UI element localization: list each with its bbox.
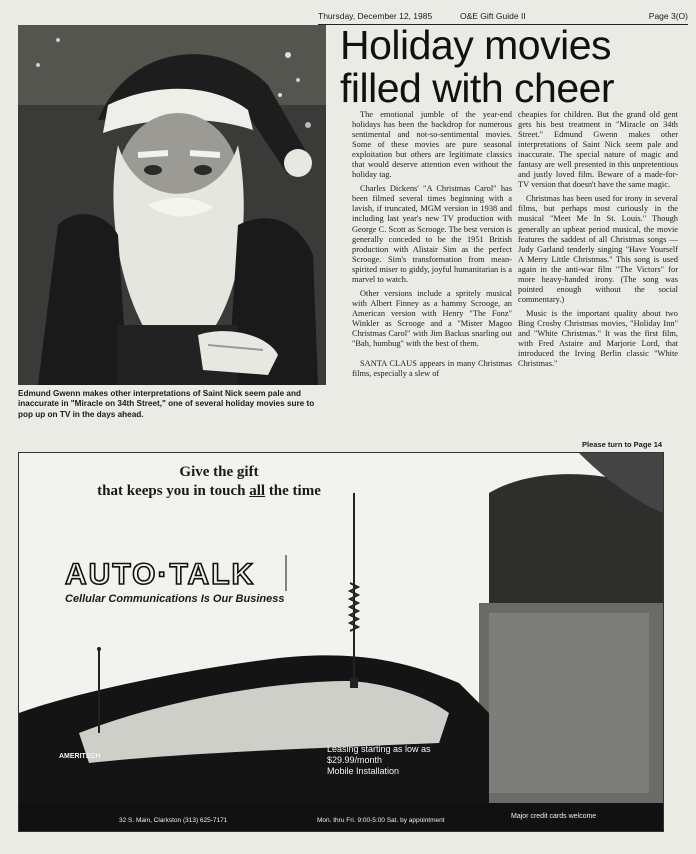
ad-headline-line-1: Give the gift [179,464,259,480]
santa-photo [18,25,326,385]
paragraph: SANTA CLAUS appears in many Christmas films, especially a slew of [352,359,512,379]
credit-note: Major credit cards welcome [511,813,597,820]
offer-line-2: $29.99/month [327,755,383,765]
store-address: 32 S. Main, Clarkston (313) 625-7171 [119,817,228,824]
paragraph: Christmas has been used for irony in several films, but perhaps most curiously in the musical "Meet Me In St. Louis." Though generally an upbeat period musical, the movie features the saddest of all Christmas songs — Judy Garland tenderly singing "Have Yourself A Merry Little Christmas." This song is used again in the anti-war film "The Victors" for more heavy-handed irony. (The song was pointed enough without the social commentary.) [518,194,678,304]
offer-line-3: Mobile Installation [327,766,400,776]
santa-illustration [18,25,326,385]
header-date: Thursday, December 12, 1985 [318,11,433,21]
continued-note: Please turn to Page 14 [582,440,663,449]
header-page: Page 3(O) [648,11,688,21]
lease-offer [327,744,431,777]
headline-line-2: filled with cheer [340,65,615,111]
paragraph: cheapies for children. But the grand old gent gets his best treatment in "Miracle on 34th Street." Edmund Gwenn makes other interpretations of Saint Nick seem pale and inaccurate. The special nature of magic and fantasy are well presented in this unpretentious and justly loved film. Beware of a made-for-TV version that doesn't have the same magic. [518,110,678,190]
ad-headline-line-2 [79,482,339,501]
store-hours: Mon. thru Fri. 9:00-5:00 Sat. by appointment [317,817,445,824]
autotalk-advertisement [18,452,664,832]
offer-line-1: Leasing starting as low as [327,744,431,754]
headline-line-1: Holiday movies [340,22,611,68]
article-column-2 [518,110,678,373]
ad-headline-text: that keeps you in touch [97,483,250,499]
autotalk-logo [61,553,289,593]
ameritech-logo: AMERITECH [59,753,101,760]
ad-headline-emphasis: all [249,483,266,499]
logo-text: AUTO·TALK [65,558,256,591]
paragraph: Charles Dickens' "A Christmas Carol" has been filmed several times beginning with a lavish, if truncated, MGM version in 1938 and including last year's new TV production with George C. Scott as Scrooge. The best version is generally conceded to be the 1951 British production with Alistair Sim as the perfect Scrooge. Sim's transformation from mean-spirited miser to giddy, joyful humanitarian is a marvel to watch. [352,184,512,284]
article-column-1 [352,110,512,383]
article-headline [340,24,690,110]
ad-tagline: Cellular Communications Is Our Business [65,593,285,605]
paragraph: Music is the important quality about two Bing Crosby Christmas movies, "Holiday Inn" and "White Christmas." It was the first film, with Fred Astaire and Marjorie Lord, that introduced the Irving Berlin classic "White Christmas." [518,308,678,369]
paragraph: Other versions include a spritely musical with Albert Finney as a hammy Scrooge, an American version with Henry "The Fonz" Winkler as Scrooge and a "Mister Magoo Christmas Carol" with Jim Backus snarling out "Bah, humbug" with the best of them. [352,288,512,349]
paragraph: The emotional jumble of the year-end holidays has been the backdrop for numerous sentimental and not-so-sentimental movies. Some of these movies are pure seasonal exploitation but others are legitimate classics that would deserve attention even without the holiday tag. [352,110,512,180]
ad-headline-text-end: the time [265,483,321,499]
photo-caption: Edmund Gwenn makes other interpretations of Saint Nick seem pale and inaccurate in "Miracle on 34th Street," one of several holiday movies sure to pop up on TV in the days ahead. [18,389,315,419]
ad-headline [79,463,339,501]
header-section: O&E Gift Guide II [460,11,526,21]
